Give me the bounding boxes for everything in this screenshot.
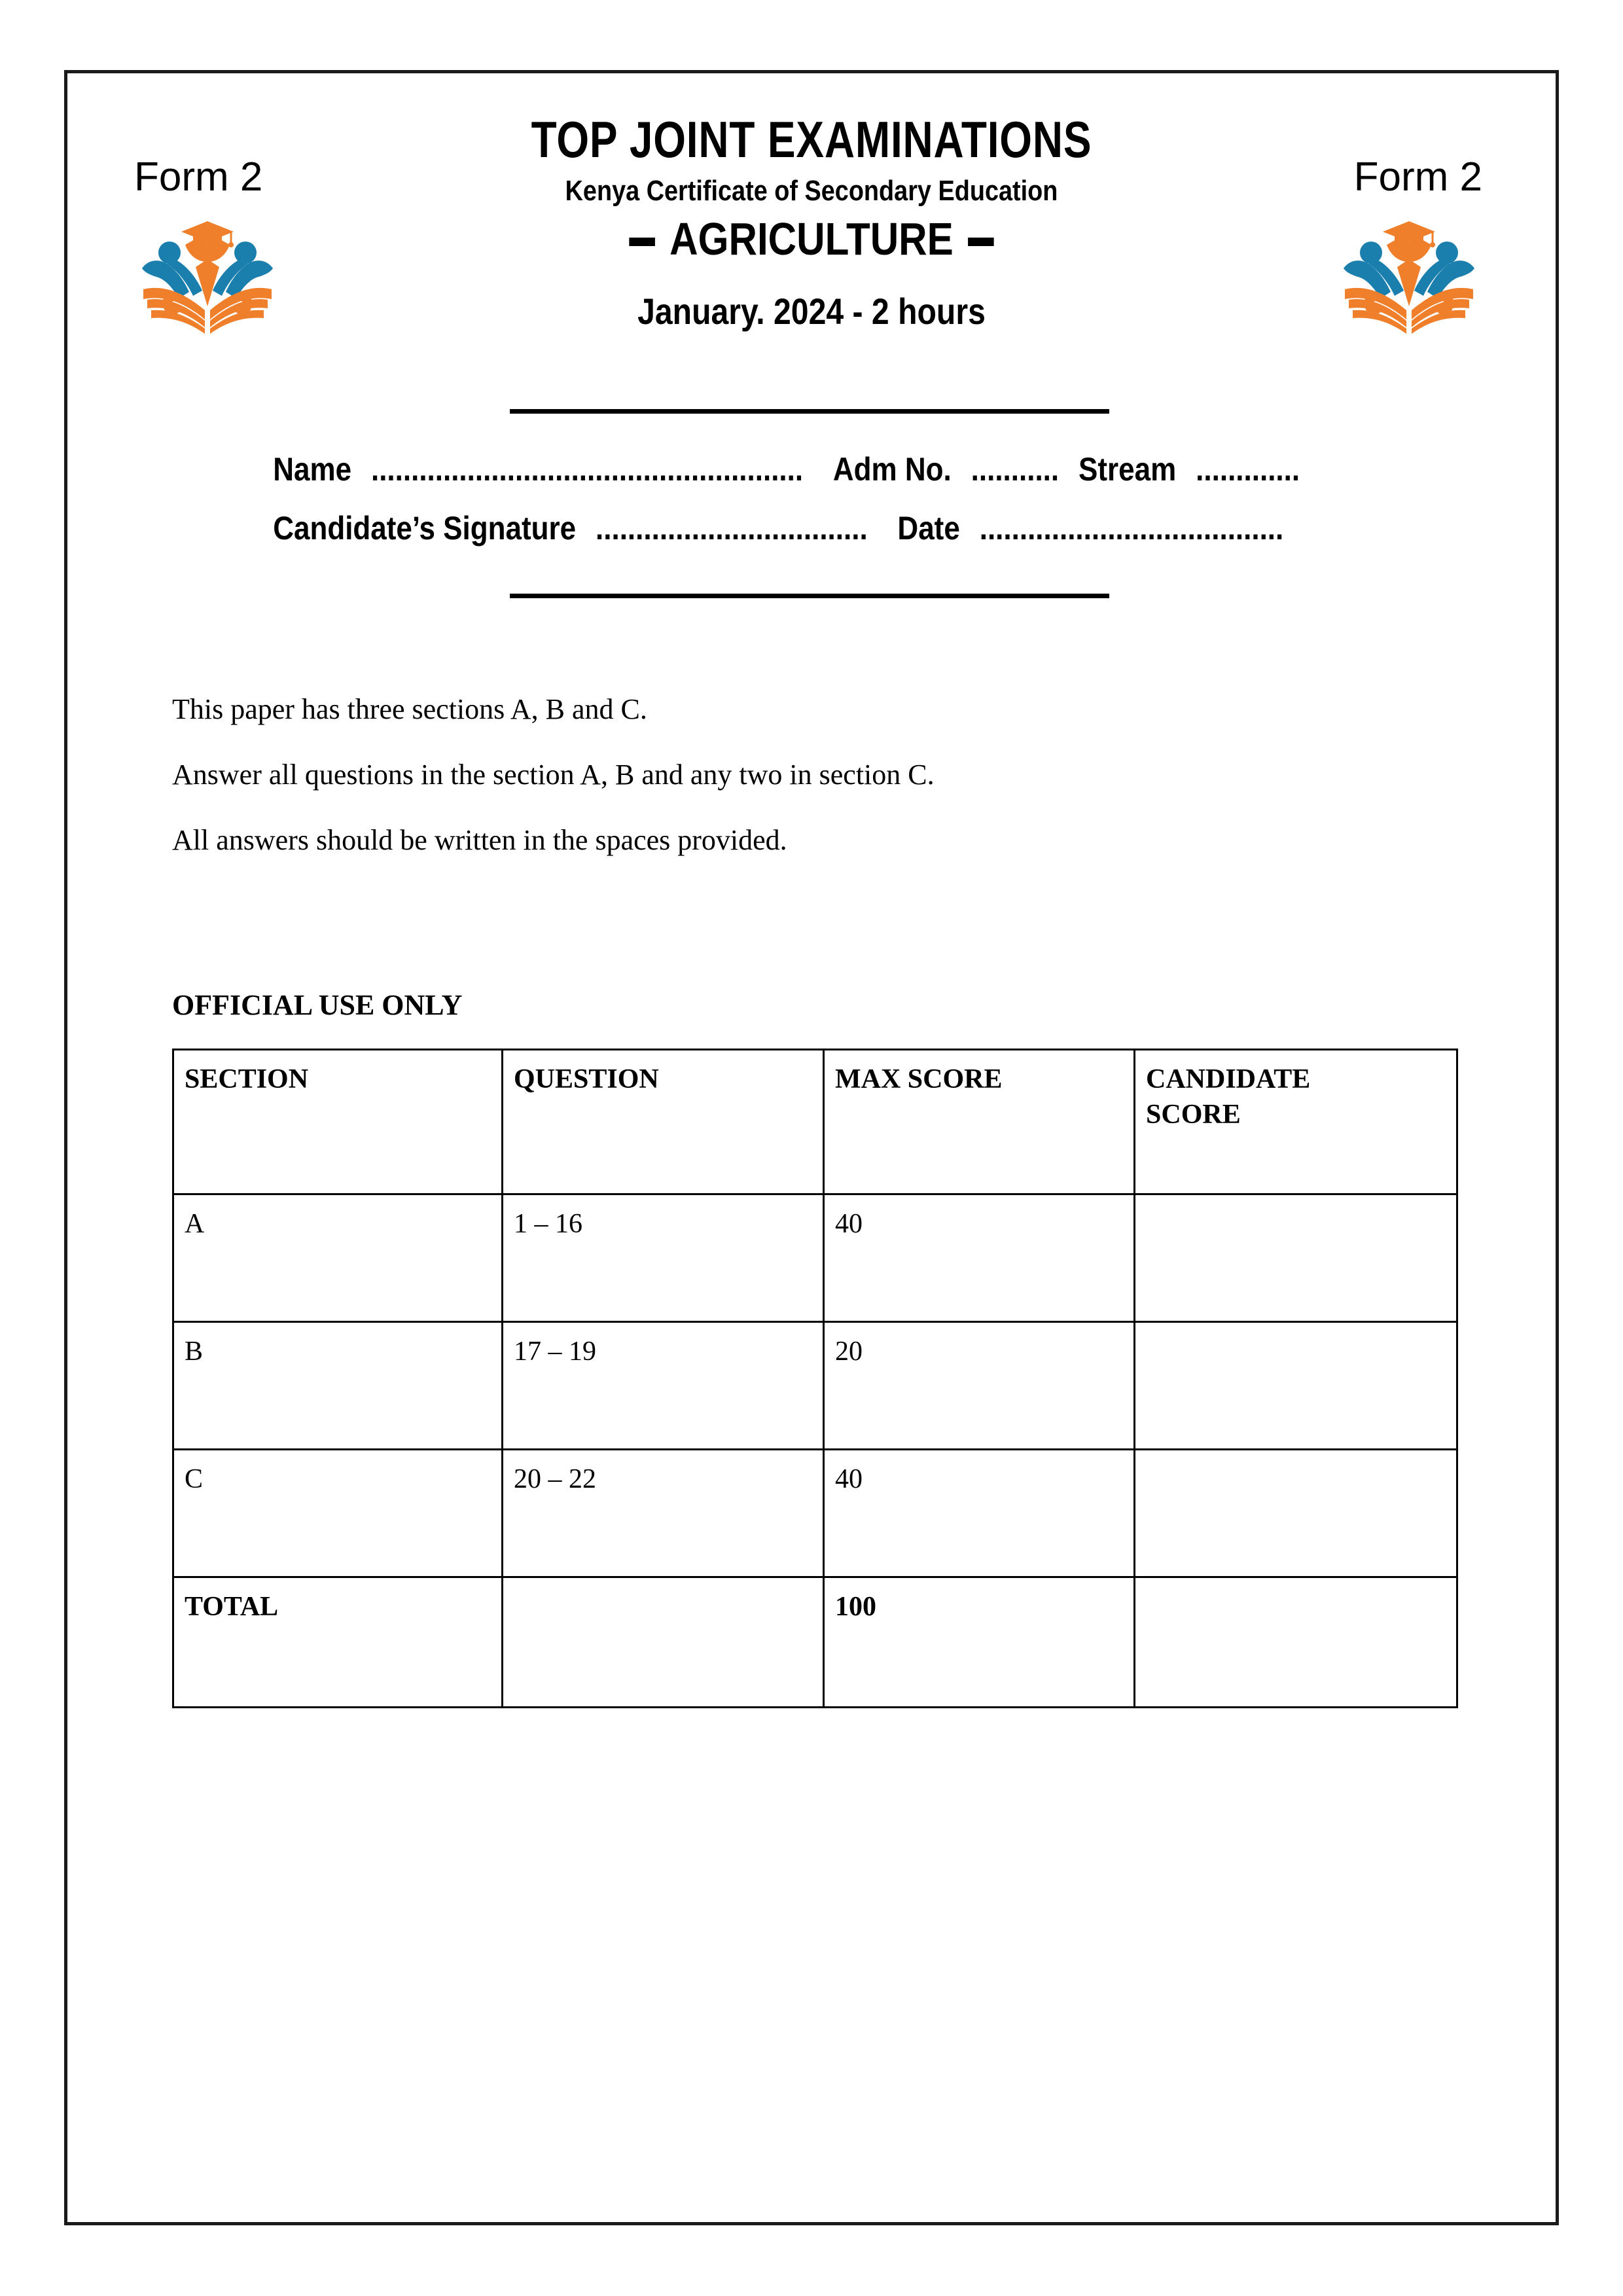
exam-date-duration: January. 2024 - 2 hours	[637, 291, 986, 332]
table-header-row	[173, 1050, 1457, 1194]
candidate-score-line1: CANDIDATE	[1146, 1064, 1311, 1094]
cell-question: 20 – 22	[503, 1450, 824, 1577]
instruction-item: This paper has three sections A, B and C.	[172, 693, 647, 725]
official-use-heading: OFFICIAL USE ONLY	[172, 989, 463, 1021]
cell-section: A	[173, 1194, 503, 1322]
table-row	[173, 1450, 1457, 1577]
column-header-question: QUESTION	[503, 1050, 824, 1194]
form-level-right: Form 2	[1353, 154, 1482, 200]
signature-input-dots[interactable]: ..................................	[596, 510, 868, 547]
cell-total-candidate-score[interactable]	[1135, 1577, 1457, 1708]
graduation-book-icon	[138, 212, 277, 336]
school-logo-left	[138, 212, 277, 336]
exam-header	[67, 73, 1556, 597]
subject-name: AGRICULTURE	[669, 213, 954, 264]
official-use-score-table	[172, 1049, 1458, 1708]
column-header-candidate-score	[1135, 1050, 1457, 1194]
instruction-item: All answers should be written in the spaces provided.	[172, 824, 787, 856]
table-row	[173, 1322, 1457, 1450]
subject-title	[171, 211, 1452, 268]
exam-subtitle: Kenya Certificate of Secondary Education	[565, 175, 1058, 207]
column-header-max-score: MAX SCORE	[824, 1050, 1135, 1194]
candidate-name-row	[156, 453, 1466, 486]
adm-no-input-dots[interactable]: ...........	[971, 451, 1060, 488]
instruction-item: Answer all questions in the section A, B and any two in section C.	[172, 759, 935, 791]
cell-section: B	[173, 1322, 503, 1450]
page-border-frame	[64, 70, 1559, 2225]
name-label: Name	[273, 451, 352, 488]
cell-candidate-score[interactable]	[1135, 1450, 1457, 1577]
cell-total-label: TOTAL	[173, 1577, 503, 1708]
page-content	[67, 73, 1556, 2222]
date-label: Date	[897, 510, 960, 547]
graduation-book-icon	[1340, 212, 1478, 336]
stream-input-dots[interactable]: .............	[1196, 451, 1300, 488]
column-header-section: SECTION	[173, 1050, 503, 1194]
instructions-block	[172, 695, 1416, 891]
cell-max-score: 20	[824, 1322, 1135, 1450]
dash-left-decoration	[629, 238, 655, 246]
candidate-signature-row	[156, 512, 1466, 545]
dash-right-decoration	[968, 238, 994, 246]
form-level-left: Form 2	[134, 154, 263, 200]
candidate-score-line2: SCORE	[1146, 1099, 1241, 1130]
cell-total-question	[503, 1577, 824, 1708]
cell-candidate-score[interactable]	[1135, 1322, 1457, 1450]
adm-no-label: Adm No.	[832, 451, 952, 488]
cell-max-score: 40	[824, 1194, 1135, 1322]
cell-question: 1 – 16	[503, 1194, 824, 1322]
cell-section: C	[173, 1450, 503, 1577]
table-total-row	[173, 1577, 1457, 1708]
cell-question: 17 – 19	[503, 1322, 824, 1450]
cell-total-max-score: 100	[824, 1577, 1135, 1708]
name-input-dots[interactable]: ......................................................	[370, 451, 804, 488]
table-row	[173, 1194, 1457, 1322]
header-divider-top	[510, 409, 1109, 414]
cell-candidate-score[interactable]	[1135, 1194, 1457, 1322]
school-logo-right	[1340, 212, 1478, 336]
page-title: TOP JOINT EXAMINATIONS	[531, 111, 1092, 168]
signature-label: Candidate’s Signature	[273, 510, 577, 547]
stream-label: Stream	[1079, 451, 1177, 488]
cell-max-score: 40	[824, 1450, 1135, 1577]
header-divider-bottom	[510, 594, 1109, 598]
date-input-dots[interactable]: ......................................	[979, 510, 1284, 547]
